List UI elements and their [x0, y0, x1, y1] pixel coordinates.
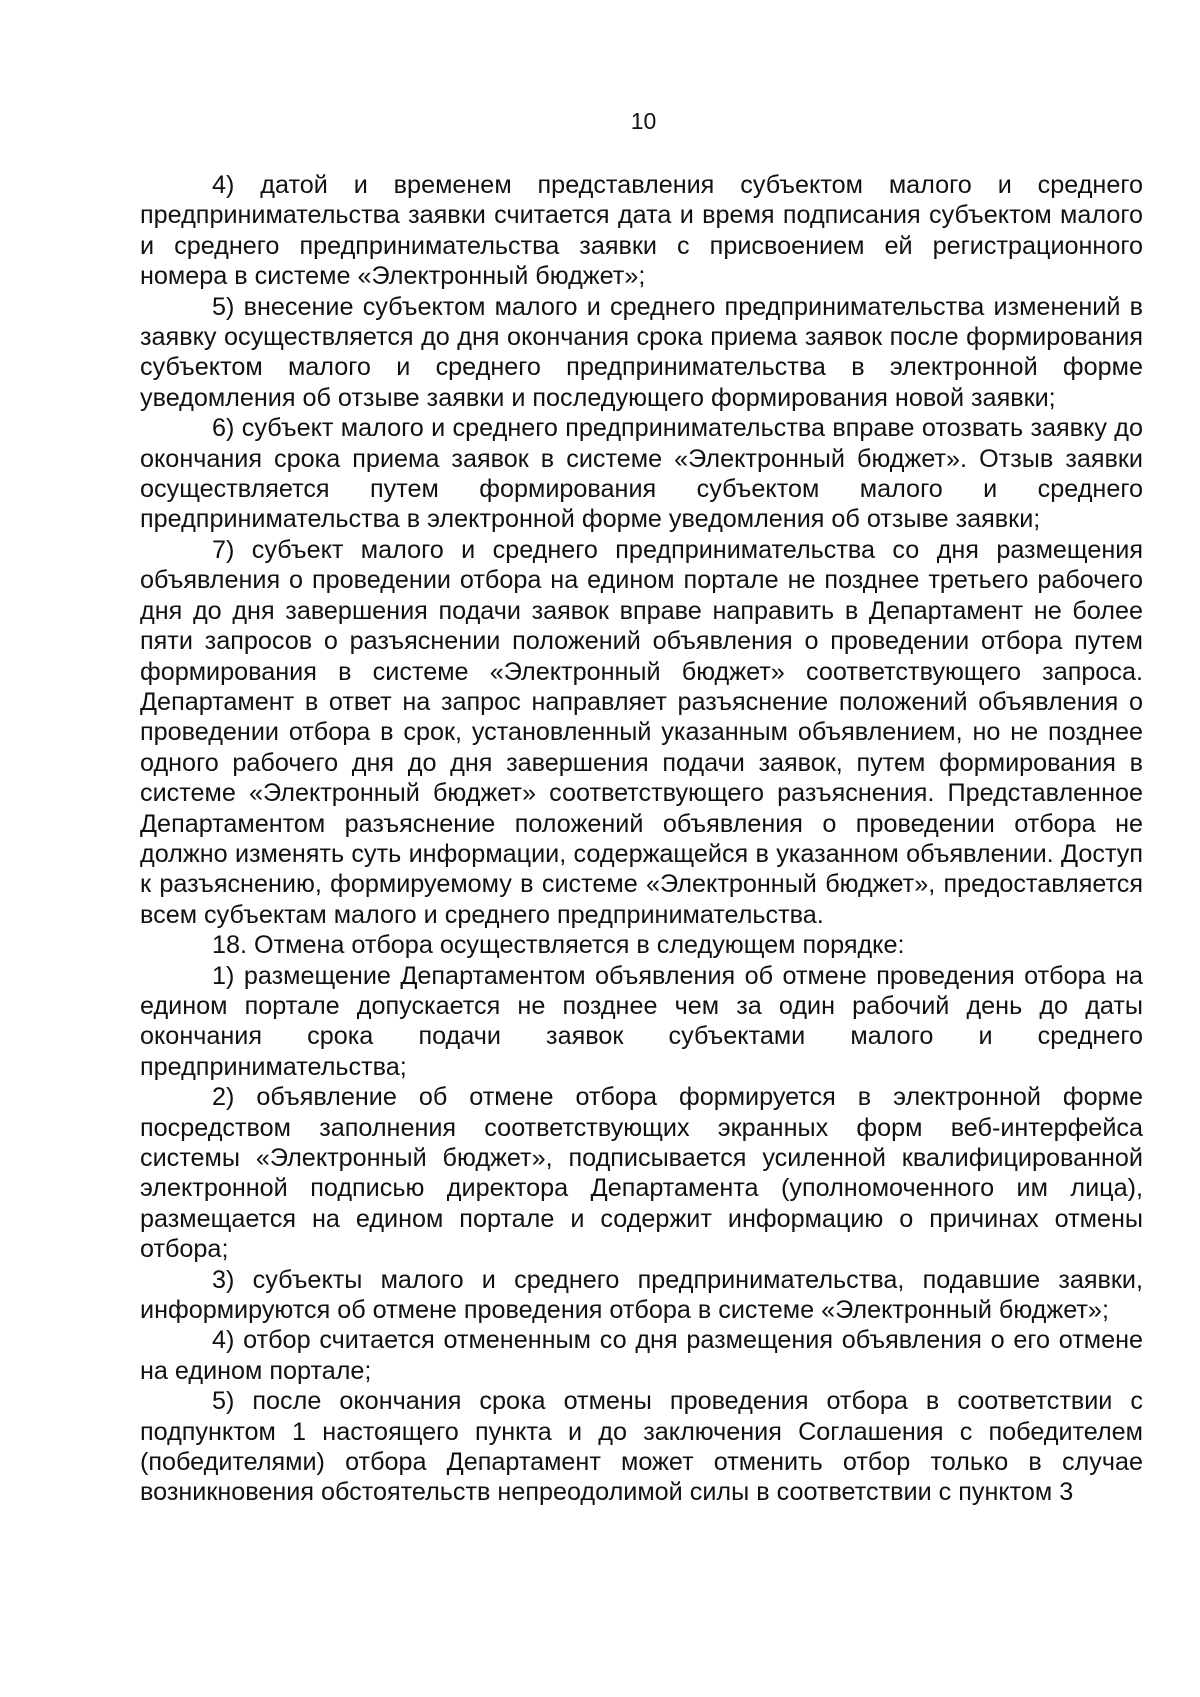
- paragraph-18-3-notification: 3) субъекты малого и среднего предпринимательства, подавшие заявки, информируются об отмене проведения отбора в системе «Электронный бюджет»;: [140, 1265, 1143, 1325]
- document-body: [140, 170, 1143, 1508]
- paragraph-18-4-cancelled: 4) отбор считается отмененным со дня размещения объявления о его отмене на едином портале;: [140, 1326, 1143, 1385]
- paragraph-item-6-withdrawal: 6) субъект малого и среднего предпринимательства вправе отозвать заявку до окончания срока приема заявок в системе «Электронный бюджет». Отзыв заявки осуществляется путем формирования субъектом малого и среднего предпринимательства в электронной форме уведомления об отзыве заявки;: [140, 414, 1143, 534]
- page-number: 10: [630, 108, 657, 134]
- paragraph-item-5-changes: 5) внесение субъектом малого и среднего предпринимательства изменений в заявку осуществляется до дня окончания срока приема заявок после формирования субъектом малого и среднего предпринимательства в электронной форме уведомления об отзыве заявки и последующего формирования новой заявки;: [140, 292, 1143, 412]
- paragraph-18-5-force-majeure: 5) после окончания срока отмены проведения отбора в соответствии с подпунктом 1 настоящего пункта и до заключения Соглашения с победителем (победителями) отбора Департамент может отменить отбор только в случае возникновения обстоятельств непреодолимой силы в соответствии с пунктом 3: [140, 1387, 1143, 1507]
- paragraph-18-2-cancel-form: 2) объявление об отмене отбора формируется в электронной форме посредством заполнения соответствующих экранных форм веб-интерфейса системы «Электронный бюджет», подписывается усиленной квалифицированной электронной подписью директора Департамента (уполномоченного им лица), размещается на едином портале и содержит информацию о причинах отмены отбора;: [140, 1083, 1143, 1264]
- paragraph-item-7-clarification: 7) субъект малого и среднего предпринимательства со дня размещения объявления о проведении отбора на едином портале не позднее третьего рабочего дня до дня завершения подачи заявок вправе направить в Департамент не более пяти запросов о разъяснении положений объявления о проведении отбора путем формирования в системе «Электронный бюджет» соответствующего запроса. Департамент в ответ на запрос направляет разъяснение положений объявления о проведении отбора в срок, установленный указанным объявлением, но не позднее одного рабочего дня до дня завершения подачи заявок, путем формирования в системе «Электронный бюджет» соответствующего разъяснения. Представленное Департаментом разъяснение положений объявления о проведении отбора не должно изменять суть информации, содержащейся в указанном объявлении. Доступ к разъяснению, формируемому в системе «Электронный бюджет», предоставляется всем субъектам малого и среднего предпринимательства.: [140, 535, 1143, 929]
- section-18-heading: 18. Отмена отбора осуществляется в следующем порядке:: [212, 931, 905, 960]
- paragraph-item-4-date-time: 4) датой и временем представления субъектом малого и среднего предпринимательства заявки считается дата и время подписания субъектом малого и среднего предпринимательства заявки с присвоением ей регистрационного номера в системе «Электронный бюджет»;: [140, 171, 1143, 291]
- paragraph-18-1-cancel-notice: 1) размещение Департаментом объявления об отмене проведения отбора на едином портале допускается не позднее чем за один рабочий день до даты окончания срока подачи заявок субъектами малого и среднего предпринимательства;: [140, 961, 1143, 1081]
